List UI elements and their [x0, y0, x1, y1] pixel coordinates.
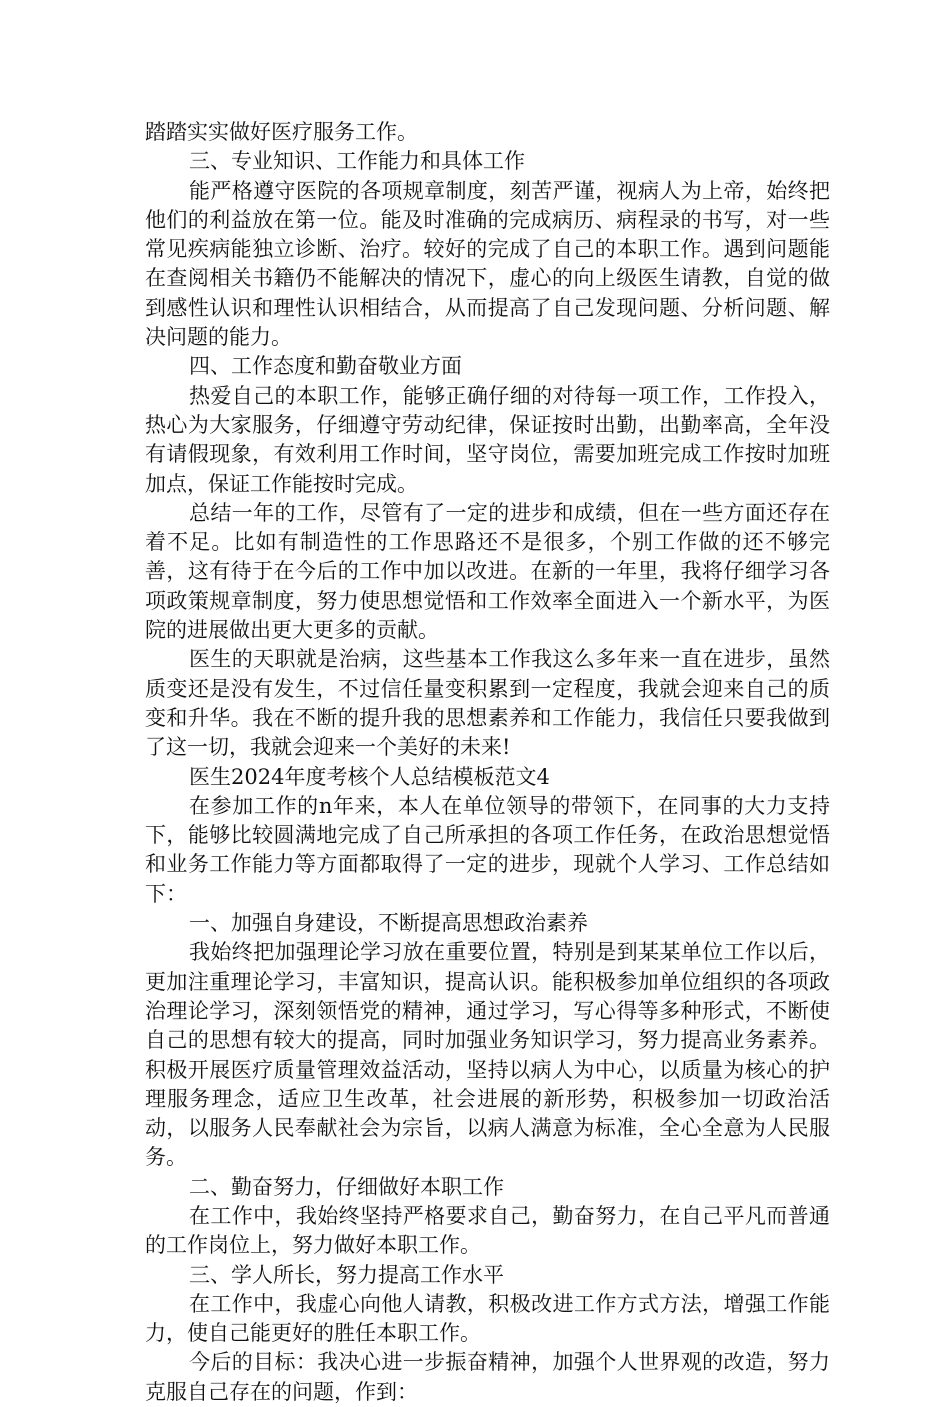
paragraph: 在工作中，我虚心向他人请教，积极改进工作方式方法，增强工作能力，使自己能更好的胜任本职工作。 [145, 1291, 830, 1346]
section-heading-2: 二、勤奋努力，仔细做好本职工作 [189, 1174, 504, 1199]
section-heading-4: 四、工作态度和勤奋敬业方面 [189, 354, 462, 379]
document-subtitle: 医生2024年度考核个人总结模板范文4 [189, 764, 550, 789]
paragraph: 能严格遵守医院的各项规章制度，刻苦严谨，视病人为上帝，始终把他们的利益放在第一位。能及时准确的完成病历、病程录的书写，对一些常见疾病能独立诊断、治疗。较好的完成了自己的本职工作。遇到问题能在查阅相关书籍仍不能解决的情况下，虚心的向上级医生请教，自觉的做到感性认识和理性认识相结合，从而提高了自己发现问题、分析问题、解决问题的能力。 [145, 178, 830, 350]
paragraph: 我始终把加强理论学习放在重要位置，特别是到某某单位工作以后，更加注重理论学习，丰富知识，提高认识。能积极参加单位组织的各项政治理论学习，深刻领悟党的精神，通过学习，写心得等多种形式，不断使自己的思想有较大的提高，同时加强业务知识学习，努力提高业务素养。积极开展医疗质量管理效益活动，坚持以病人为中心，以质量为核心的护理服务理念，适应卫生改革，社会进展的新形势，积极参加一切政治活动，以服务人民奉献社会为宗旨，以病人满意为标准，全心全意为人民服务。 [145, 940, 830, 1170]
document-body [145, 118, 830, 1407]
paragraph: 总结一年的工作，尽管有了一定的进步和成绩，但在一些方面还存在着不足。比如有制造性的工作思路还不是很多，个别工作做的还不够完善，这有待于在今后的工作中加以改进。在新的一年里，我将仔细学习各项政策规章制度，努力使思想觉悟和工作效率全面进入一个新水平，为医院的进展做出更大更多的贡献。 [145, 500, 830, 643]
section-heading-1: 一、加强自身建设，不断提高思想政治素养 [189, 911, 588, 936]
paragraph-continuation: 踏踏实实做好医疗服务工作。 [145, 120, 418, 144]
paragraph: 在工作中，我始终坚持严格要求自己，勤奋努力，在自己平凡而普通的工作岗位上，努力做好本职工作。 [145, 1203, 830, 1258]
paragraph: 今后的目标：我决心进一步振奋精神，加强个人世界观的改造，努力克服自己存在的问题，作到： [145, 1350, 830, 1404]
paragraph: 在参加工作的n年来，本人在单位领导的带领下，在同事的大力支持下，能够比较圆满地完成了自己所承担的各项工作任务，在政治思想觉悟和业务工作能力等方面都取得了一定的进步，现就个人学习、工作总结如下： [145, 793, 830, 906]
section-heading-3: 三、专业知识、工作能力和具体工作 [189, 149, 525, 174]
paragraph: 医生的天职就是治病，这些基本工作我这么多年来一直在进步，虽然质变还是没有发生，不过信任量变积累到一定程度，我就会迎来自己的质变和升华。我在不断的提升我的思想素养和工作能力，我信任只要我做到了这一切，我就会迎来一个美好的未来! [145, 647, 830, 760]
paragraph: 热爱自己的本职工作，能够正确仔细的对待每一项工作，工作投入，热心为大家服务，仔细遵守劳动纪律，保证按时出勤，出勤率高，全年没有请假现象，有效利用工作时间，坚守岗位，需要加班完成工作按时加班加点，保证工作能按时完成。 [145, 383, 830, 496]
section-heading-3b: 三、学人所长，努力提高工作水平 [189, 1262, 504, 1287]
